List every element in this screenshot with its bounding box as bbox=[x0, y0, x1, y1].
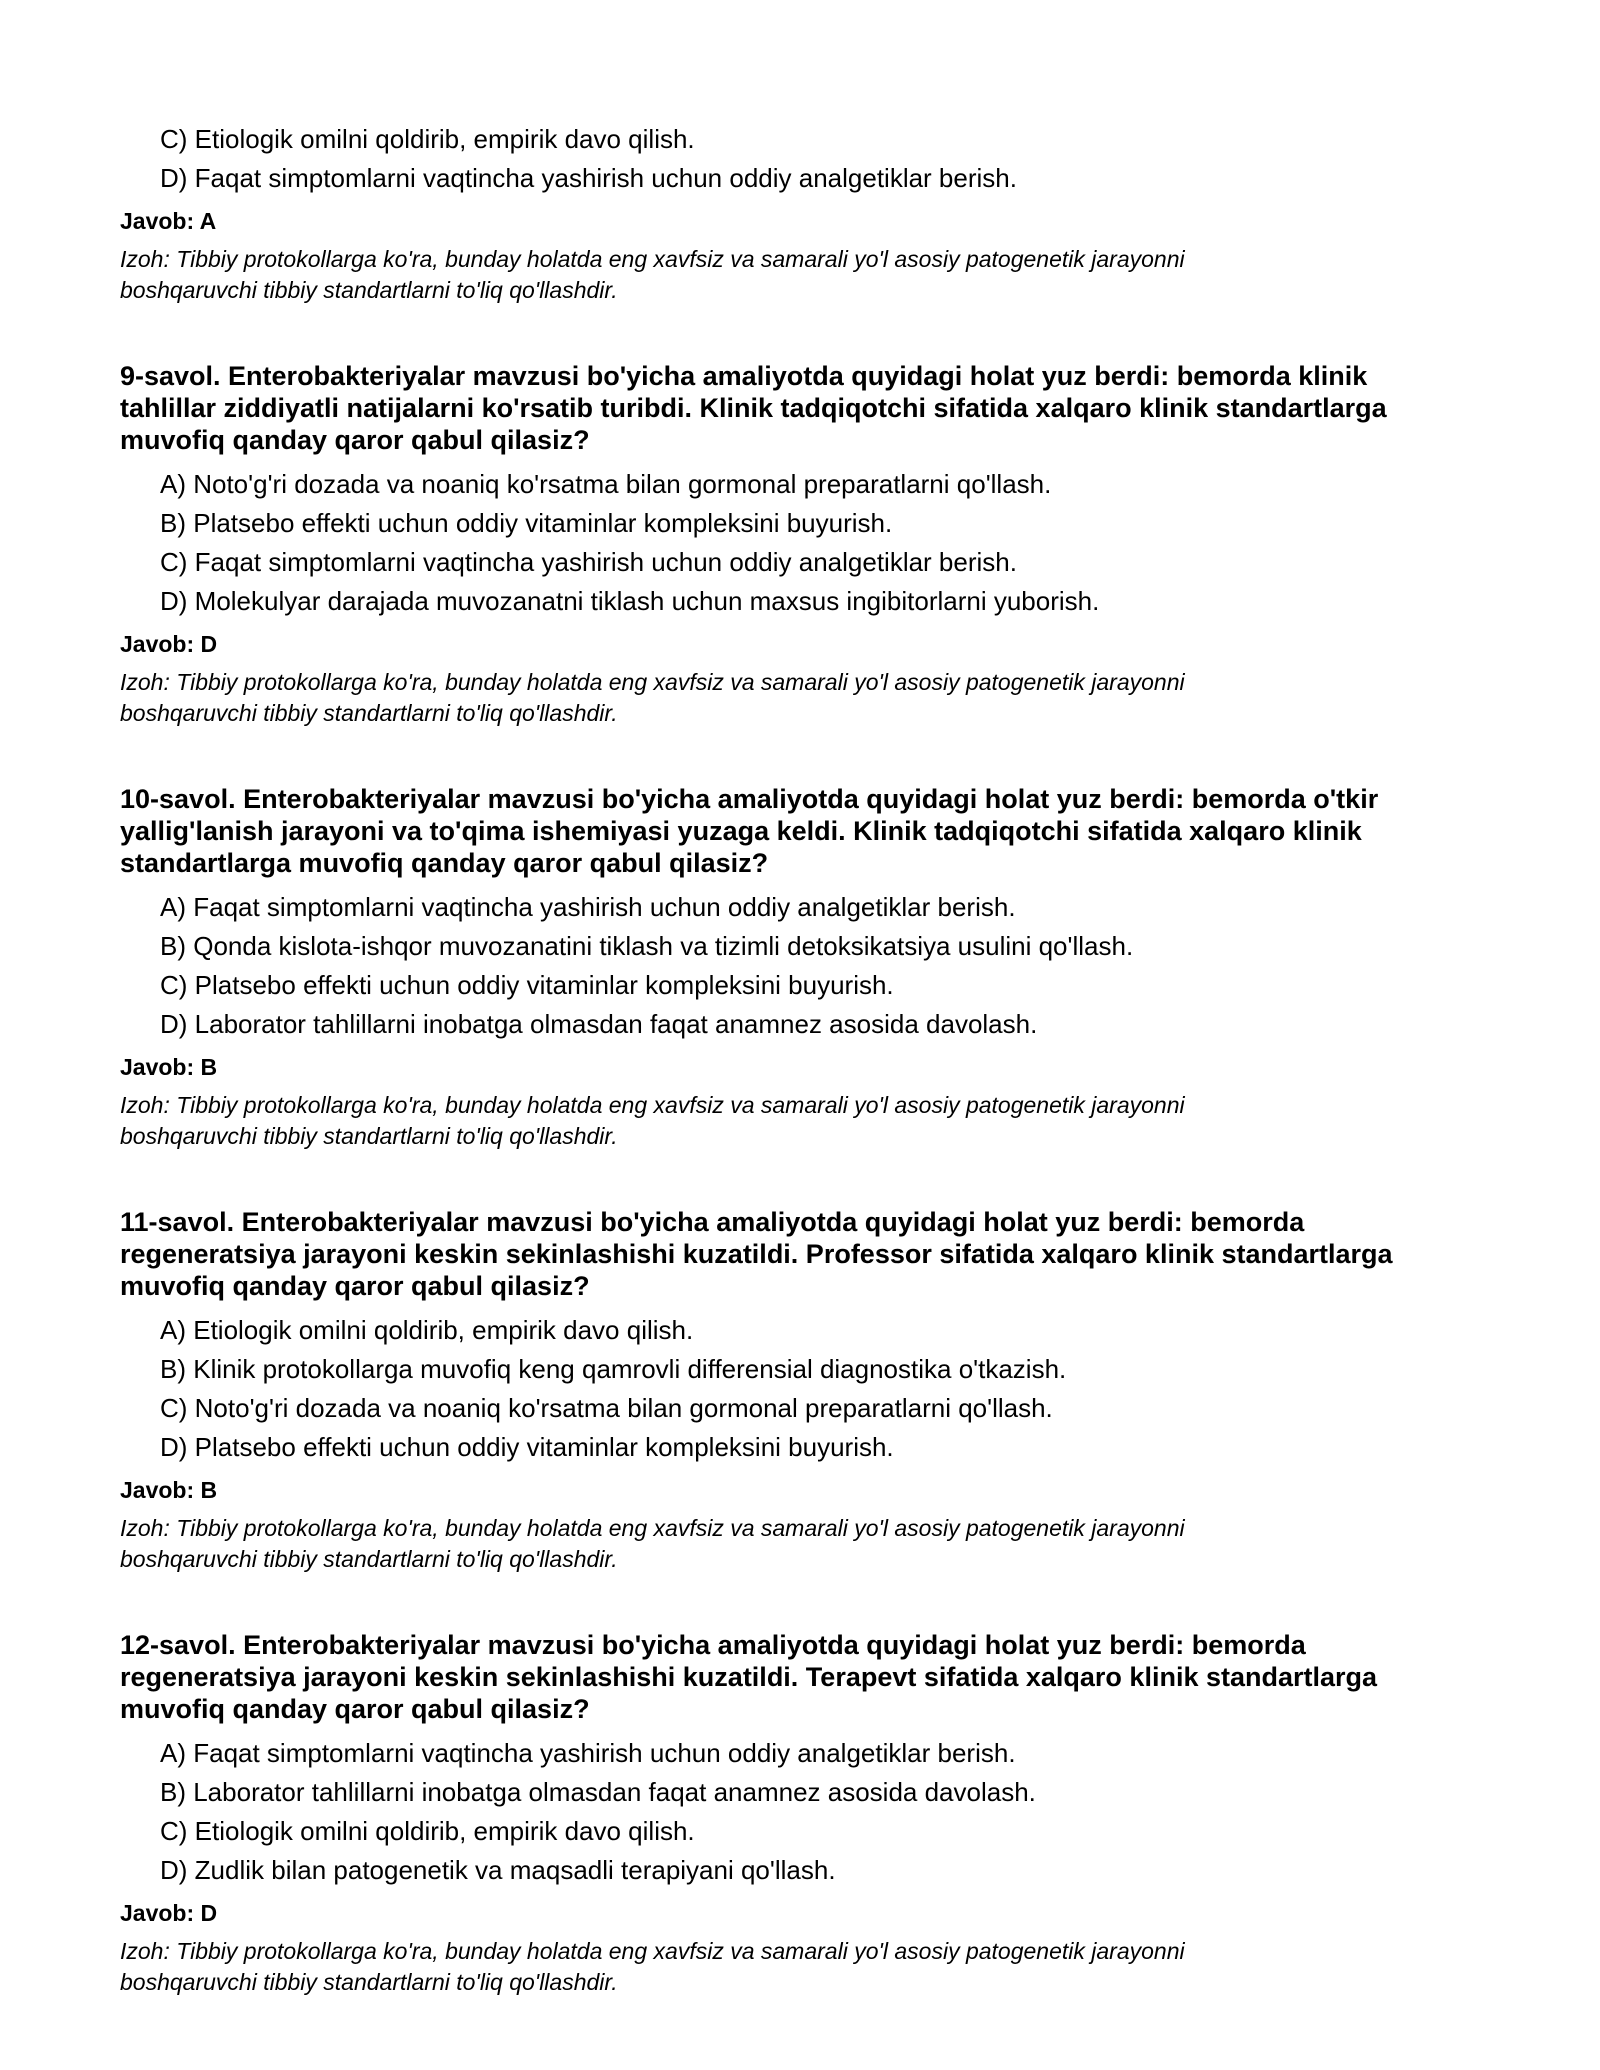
option-d: D) Platsebo effekti uchun oddiy vitaminlar kompleksini buyurish. bbox=[160, 1432, 894, 1462]
option-a: A) Faqat simptomlarni vaqtincha yashirish uchun oddiy analgetiklar berish. bbox=[160, 1738, 1016, 1768]
option-d: D) Zudlik bilan patogenetik va maqsadli terapiyani qo'llash. bbox=[160, 1855, 836, 1885]
document-page bbox=[120, 120, 1490, 1998]
option-c: C) Noto'g'ri dozada va noaniq ko'rsatma bilan gormonal preparatlarni qo'llash. bbox=[160, 1393, 1053, 1423]
option-c: C) Platsebo effekti uchun oddiy vitaminlar kompleksini buyurish. bbox=[160, 970, 894, 1000]
option-a: A) Noto'g'ri dozada va noaniq ko'rsatma bilan gormonal preparatlarni qo'llash. bbox=[160, 469, 1052, 499]
explanation-note bbox=[120, 667, 1490, 729]
note-line: Izoh: Tibbiy protokollarga ko'ra, bunday holatda eng xavfsiz va samarali yo'l asosiy patogenetik jarayonni bbox=[120, 246, 1185, 272]
answer-label: Javob: D bbox=[120, 1900, 218, 1926]
note-line: boshqaruvchi tibbiy standartlarni to'liq qo'llashdir. bbox=[120, 1546, 618, 1572]
question-8-continuation bbox=[120, 120, 1490, 306]
answer-label: Javob: B bbox=[120, 1054, 218, 1080]
option-c: C) Etiologik omilni qoldirib, empirik davo qilish. bbox=[160, 124, 695, 154]
question-line: standartlarga muvofiq qanday qaror qabul qilasiz? bbox=[120, 848, 769, 878]
answer-label: Javob: B bbox=[120, 1477, 218, 1503]
answer-label: Javob: A bbox=[120, 208, 217, 234]
question-text bbox=[120, 783, 1490, 879]
note-line: boshqaruvchi tibbiy standartlarni to'liq qo'llashdir. bbox=[120, 277, 618, 303]
option-d: D) Faqat simptomlarni vaqtincha yashirish uchun oddiy analgetiklar berish. bbox=[160, 163, 1017, 193]
question-line: yallig'lanish jarayoni va to'qima ishemiyasi yuzaga keldi. Klinik tadqiqotchi sifatida xalqaro klinik bbox=[120, 816, 1362, 846]
question-text bbox=[120, 1206, 1490, 1302]
explanation-note bbox=[120, 1513, 1490, 1575]
question-line: regeneratsiya jarayoni keskin sekinlashishi kuzatildi. Terapevt sifatida xalqaro klinik standartlarga bbox=[120, 1662, 1378, 1692]
explanation-note bbox=[120, 1936, 1490, 1998]
answer-label: Javob: D bbox=[120, 631, 218, 657]
note-line: Izoh: Tibbiy protokollarga ko'ra, bunday holatda eng xavfsiz va samarali yo'l asosiy patogenetik jarayonni bbox=[120, 1092, 1185, 1118]
question-12 bbox=[120, 1629, 1490, 1998]
question-text bbox=[120, 360, 1490, 456]
question-line: muvofiq qanday qaror qabul qilasiz? bbox=[120, 1271, 590, 1301]
option-d: D) Laborator tahlillarni inobatga olmasdan faqat anamnez asosida davolash. bbox=[160, 1009, 1038, 1039]
question-line: muvofiq qanday qaror qabul qilasiz? bbox=[120, 425, 590, 455]
explanation-note bbox=[120, 1090, 1490, 1152]
option-b: B) Platsebo effekti uchun oddiy vitaminlar kompleksini buyurish. bbox=[160, 508, 893, 538]
option-c: C) Etiologik omilni qoldirib, empirik davo qilish. bbox=[160, 1816, 695, 1846]
option-b: B) Klinik protokollarga muvofiq keng qamrovli differensial diagnostika o'tkazish. bbox=[160, 1354, 1067, 1384]
note-line: boshqaruvchi tibbiy standartlarni to'liq qo'llashdir. bbox=[120, 1969, 618, 1995]
question-line: muvofiq qanday qaror qabul qilasiz? bbox=[120, 1694, 590, 1724]
question-line: 9-savol. Enterobakteriyalar mavzusi bo'yicha amaliyotda quyidagi holat yuz berdi: bemorda klinik bbox=[120, 361, 1368, 391]
option-a: A) Etiologik omilni qoldirib, empirik davo qilish. bbox=[160, 1315, 694, 1345]
question-line: 12-savol. Enterobakteriyalar mavzusi bo'yicha amaliyotda quyidagi holat yuz berdi: bemorda bbox=[120, 1630, 1306, 1660]
note-line: Izoh: Tibbiy protokollarga ko'ra, bunday holatda eng xavfsiz va samarali yo'l asosiy patogenetik jarayonni bbox=[120, 1515, 1185, 1541]
question-line: tahlillar ziddiyatli natijalarni ko'rsatib turibdi. Klinik tadqiqotchi sifatida xalqaro klinik standartlarga bbox=[120, 393, 1387, 423]
note-line: boshqaruvchi tibbiy standartlarni to'liq qo'llashdir. bbox=[120, 1123, 618, 1149]
option-b: B) Laborator tahlillarni inobatga olmasdan faqat anamnez asosida davolash. bbox=[160, 1777, 1036, 1807]
option-d: D) Molekulyar darajada muvozanatni tiklash uchun maxsus ingibitorlarni yuborish. bbox=[160, 586, 1100, 616]
explanation-note bbox=[120, 244, 1490, 306]
question-line: regeneratsiya jarayoni keskin sekinlashishi kuzatildi. Professor sifatida xalqaro klinik standartlarga bbox=[120, 1239, 1393, 1269]
question-line: 10-savol. Enterobakteriyalar mavzusi bo'yicha amaliyotda quyidagi holat yuz berdi: bemorda o'tkir bbox=[120, 784, 1379, 814]
question-11 bbox=[120, 1206, 1490, 1575]
question-9 bbox=[120, 360, 1490, 729]
note-line: Izoh: Tibbiy protokollarga ko'ra, bunday holatda eng xavfsiz va samarali yo'l asosiy patogenetik jarayonni bbox=[120, 669, 1185, 695]
option-a: A) Faqat simptomlarni vaqtincha yashirish uchun oddiy analgetiklar berish. bbox=[160, 892, 1016, 922]
question-text bbox=[120, 1629, 1490, 1725]
question-line: 11-savol. Enterobakteriyalar mavzusi bo'yicha amaliyotda quyidagi holat yuz berdi: bemorda bbox=[120, 1207, 1305, 1237]
note-line: boshqaruvchi tibbiy standartlarni to'liq qo'llashdir. bbox=[120, 700, 618, 726]
option-b: B) Qonda kislota-ishqor muvozanatini tiklash va tizimli detoksikatsiya usulini qo'llash. bbox=[160, 931, 1134, 961]
note-line: Izoh: Tibbiy protokollarga ko'ra, bunday holatda eng xavfsiz va samarali yo'l asosiy patogenetik jarayonni bbox=[120, 1938, 1185, 1964]
question-10 bbox=[120, 783, 1490, 1152]
option-c: C) Faqat simptomlarni vaqtincha yashirish uchun oddiy analgetiklar berish. bbox=[160, 547, 1017, 577]
